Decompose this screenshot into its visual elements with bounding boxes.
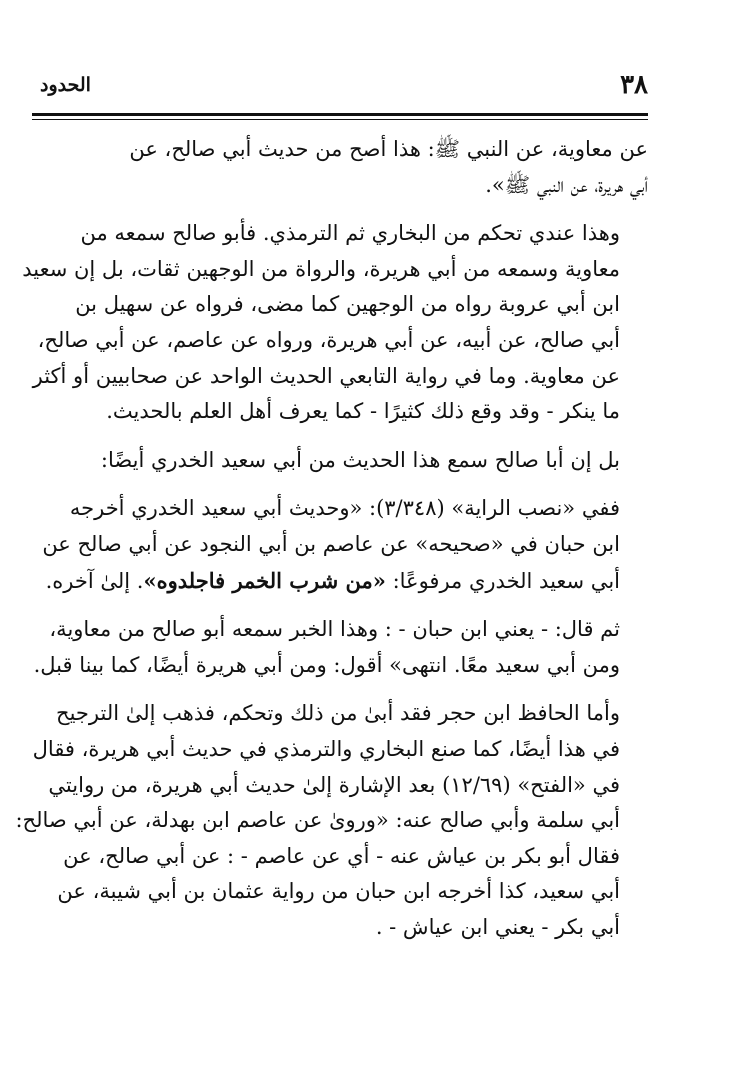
text-line: ابن أبي عروبة رواه من الوجهين كما مضى، فرواه عن سهيل بن bbox=[75, 292, 620, 317]
header-rule-thick bbox=[32, 113, 648, 116]
text-line: ففي «نصب الراية» (٣/٣٤٨): «وحديث أبي سعيد الخدري أخرجه bbox=[69, 496, 620, 521]
header-rule-thin bbox=[32, 119, 648, 120]
text-line: بل إن أبا صالح سمع هذا الحديث من أبي سعيد الخدري أيضًا: bbox=[100, 447, 620, 472]
text-line: ما ينكر - وقد وقع ذلك كثيرًا - كما يعرف أهل العلم بالحديث. bbox=[106, 399, 620, 424]
body-text bbox=[15, 132, 648, 958]
paragraph-1 bbox=[32, 132, 648, 203]
running-head: الحدود bbox=[40, 74, 91, 96]
paragraph-3 bbox=[32, 443, 648, 479]
text-line: معاوية وسمعه من أبي هريرة، والرواة من الوجهين ثقات، بل إن سعيد bbox=[22, 256, 620, 281]
text-line: عن معاوية، عن النبي ﷺ: هذا أصح من حديث أبي صالح، عن bbox=[129, 137, 648, 161]
text-line: عن معاوية. وما في رواية التابعي الحديث الواحد عن صحابيين أو أكثر bbox=[32, 363, 620, 388]
paragraph-6 bbox=[15, 696, 648, 945]
text-line: وأما الحافظ ابن حجر فقد أبىٰ من ذلك وتحكم، فذهب إلىٰ الترجيح bbox=[56, 701, 620, 726]
text-line: أبي صالح، عن أبيه، عن أبي هريرة، ورواه عن عاصم، عن أبي صالح، bbox=[37, 327, 620, 352]
paragraph-2 bbox=[22, 216, 648, 430]
text-line: وهذا عندي تحكم من البخاري ثم الترمذي. فأبو صالح سمعه من bbox=[80, 221, 620, 246]
page-header bbox=[40, 70, 648, 100]
text-line: في هذا أيضًا، كما صنع البخاري والترمذي في حديث أبي هريرة، فقال bbox=[32, 736, 620, 761]
text-line: ابن حبان في «صحيحه» عن عاصم بن أبي النجود عن أبي صالح عن bbox=[42, 531, 620, 556]
page-number: ٣٨ bbox=[620, 70, 648, 100]
text-line: ومن أبي سعيد معًا. انتهى» أقول: ومن أبي هريرة أيضًا، كما بينا قبل. bbox=[33, 652, 620, 677]
text-line: ثم قال: - يعني ابن حبان - : وهذا الخبر سمعه أبو صالح من معاوية، bbox=[49, 617, 620, 642]
text-line: في «الفتح» (١٢/٦٩) بعد الإشارة إلىٰ حديث أبي هريرة، من روايتي bbox=[48, 772, 620, 797]
text-line: أبي سلمة وأبي صالح عنه: «ورویٰ عن عاصم ابن بهدلة، عن أبي صالح: bbox=[15, 808, 620, 833]
text-segment: . إلىٰ آخره. bbox=[45, 568, 144, 593]
text-line: أبي هريرة، عن النبي ﷺ». bbox=[485, 172, 648, 197]
paragraph-4 bbox=[32, 491, 648, 599]
hadith-quote-bold: «من شرب الخمر فاجلدوه» bbox=[143, 567, 386, 593]
paragraph-5 bbox=[32, 612, 648, 683]
text-line bbox=[32, 563, 648, 600]
text-line: أبي سعيد، كذا أخرجه ابن حبان من رواية عثمان بن أبي شيبة، عن bbox=[57, 879, 620, 904]
text-segment: أبي سعيد الخدري مرفوعًا: bbox=[385, 568, 620, 593]
text-line: أبي بكر - يعني ابن عياش - . bbox=[375, 914, 620, 939]
text-line: فقال أبو بكر بن عياش عنه - أي عن عاصم - : عن أبي صالح، عن bbox=[63, 843, 620, 868]
